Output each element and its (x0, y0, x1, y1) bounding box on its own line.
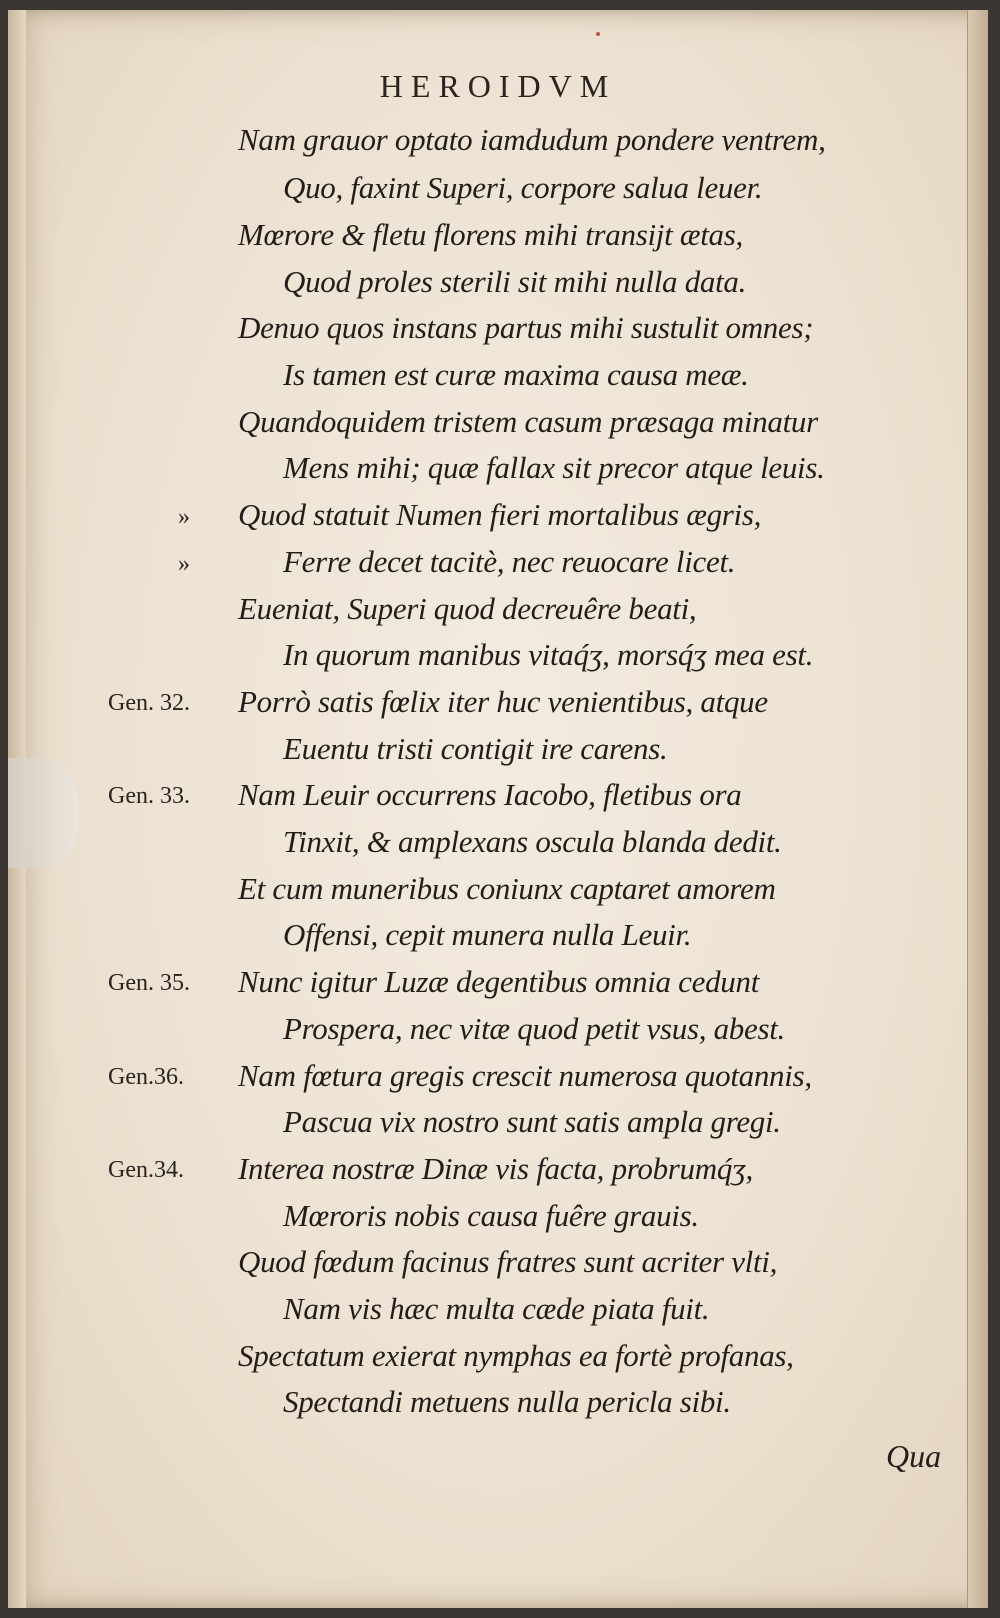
verse-line: Nunc igitur Luzæ degentibus omnia cedunt (238, 964, 760, 999)
verse-line: Nam Leuir occurrens Iacobo, fletibus ora (238, 777, 742, 812)
verse-line: Porrò satis fœlix iter huc venientibus, atque (238, 684, 768, 719)
verse-line: Nam fœtura gregis crescit numerosa quotannis, (238, 1058, 812, 1093)
verse-line: Denuo quos instans partus mihi sustulit omnes; (238, 310, 814, 345)
scripture-reference: Gen. 35. (108, 970, 190, 996)
sententia-mark: » (178, 551, 190, 577)
verse-line: Offensi, cepit munera nulla Leuir. (283, 917, 692, 952)
verse-line: Euentu tristi contigit ire carens. (283, 731, 668, 766)
verse-line: Pascua vix nostro sunt satis ampla gregi. (283, 1104, 781, 1139)
scripture-reference: Gen. 32. (108, 690, 190, 716)
ink-dot (596, 32, 600, 36)
book-page (8, 10, 988, 1608)
verse-line: Mœrore & fletu florens mihi transijt ætas, (238, 217, 743, 252)
verse-line: Nam grauor optato iamdudum pondere ventrem, (238, 122, 826, 157)
scripture-reference: Gen.34. (108, 1157, 184, 1183)
verse-line: Quandoquidem tristem casum præsaga minatur (238, 404, 818, 439)
verse-line: Prospera, nec vitæ quod petit vsus, abest. (283, 1011, 785, 1046)
verse-line: Quo, faxint Superi, corpore salua leuer. (283, 170, 763, 205)
verse-line: Quod fœdum facinus fratres sunt acriter vlti, (238, 1244, 778, 1279)
verse-line: Quod statuit Numen fieri mortalibus ægris, (238, 497, 762, 532)
sententia-mark: » (178, 504, 190, 530)
scripture-reference: Gen. 33. (108, 783, 190, 809)
verse-line: Spectatum exierat nymphas ea fortè profanas, (238, 1338, 794, 1373)
verse-line: Ferre decet tacitè, nec reuocare licet. (283, 544, 736, 579)
verse-line: Nam vis hæc multa cæde piata fuit. (283, 1291, 710, 1326)
verse-line: Spectandi metuens nulla pericla sibi. (283, 1384, 731, 1419)
verse-line: In quorum manibus vitaq́ʒ, morsq́ʒ mea est. (283, 637, 814, 672)
running-header: HEROIDVM (379, 68, 617, 104)
paper-tab (8, 758, 78, 868)
verse-line: Et cum muneribus coniunx captaret amorem (238, 871, 776, 906)
verse-line: Mens mihi; quæ fallax sit precor atque leuis. (283, 450, 825, 485)
verse-line: Tinxit, & amplexans oscula blanda dedit. (283, 824, 782, 859)
page-edge (967, 10, 988, 1608)
verse-line: Quod proles sterili sit mihi nulla data. (283, 264, 747, 299)
verse-line: Eueniat, Superi quod decreuêre beati, (238, 591, 697, 626)
verse-line: Mœroris nobis causa fuêre grauis. (283, 1198, 699, 1233)
scripture-reference: Gen.36. (108, 1064, 184, 1090)
catchword: Qua (886, 1438, 942, 1474)
verse-line: Interea nostræ Dinæ vis facta, probrumq́ʒ, (238, 1151, 753, 1186)
verse-line: Is tamen est curæ maxima causa meæ. (283, 357, 749, 392)
